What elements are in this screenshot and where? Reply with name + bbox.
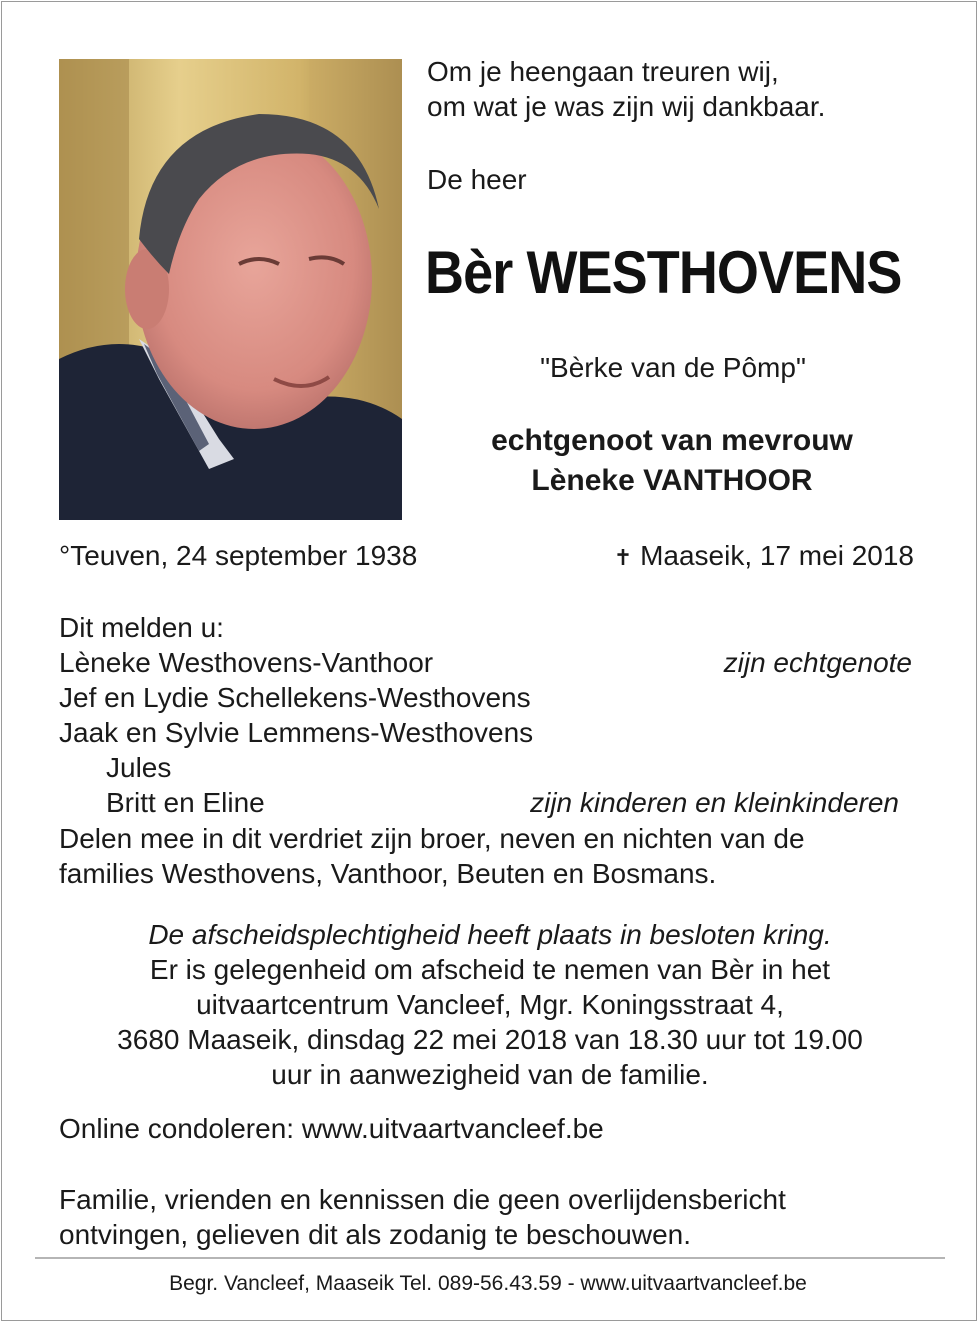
death-date-block [614, 538, 914, 575]
ceremony-line-2: Er is gelegenheid om afscheid te nemen van Bèr in het [149, 954, 831, 985]
death-date: Maaseik, 17 mei 2018 [640, 540, 914, 571]
shared-grief-text [59, 821, 919, 891]
cross-icon: ✝ [613, 545, 633, 570]
online-condolence: Online condoleren: www.uitvaartvancleef.be [59, 1113, 604, 1144]
announcement-row [59, 750, 919, 785]
funeral-home-footer: Begr. Vancleef, Maaseik Tel. 089-56.43.59 - www.uitvaartvancleef.be [169, 1272, 807, 1295]
relative-name: Jef en Lydie Schellekens-Westhovens [59, 682, 531, 713]
ceremony-line-3: uitvaartcentrum Vancleef, Mgr. Koningsstraat 4, [196, 989, 784, 1020]
announcement-list [59, 610, 919, 820]
announcement-row [59, 680, 919, 715]
ceremony-info [40, 917, 940, 1092]
announcement-row [59, 715, 919, 750]
relative-role: zijn kinderen en kleinkinderen [530, 787, 899, 818]
share-line-1: Delen mee in dit verdriet zijn broer, neven en nichten van de [59, 823, 805, 854]
portrait-illustration [59, 59, 402, 520]
relative-name: Lèneke Westhovens-Vanthoor [59, 647, 434, 678]
spouse-block [432, 421, 912, 501]
ceremony-line-5: uur in aanwezigheid van de familie. [271, 1059, 709, 1090]
announcement-row [59, 645, 919, 680]
salutation: De heer [427, 164, 527, 195]
family-note [59, 1182, 786, 1252]
relative-name: Jaak en Sylvie Lemmens-Westhovens [59, 717, 534, 748]
announcement-row [59, 785, 919, 820]
footer-divider [35, 1257, 945, 1259]
relative-role: zijn echtgenote [723, 647, 912, 678]
ceremony-line-1: De afscheidsplechtigheid heeft plaats in besloten kring. [148, 919, 832, 950]
family-note-line-1: Familie, vrienden en kennissen die geen overlijdensbericht [59, 1184, 786, 1215]
deceased-name: Bèr WESTHOVENS [425, 239, 902, 306]
memorial-verse [427, 54, 825, 124]
deceased-nickname: "Bèrke van de Pômp" [540, 352, 806, 383]
share-line-2: families Westhovens, Vanthoor, Beuten en Bosmans. [59, 858, 717, 889]
spouse-line-2: Lèneke VANTHOOR [531, 464, 813, 497]
verse-line-2: om wat je was zijn wij dankbaar. [427, 91, 826, 122]
relative-name: Jules [106, 752, 172, 783]
ceremony-line-4: 3680 Maaseik, dinsdag 22 mei 2018 van 18.30 uur tot 19.00 [117, 1024, 863, 1055]
family-note-line-2: ontvingen, gelieven dit als zodanig te beschouwen. [59, 1219, 691, 1250]
relative-name: Britt en Eline [106, 787, 265, 818]
birth-date: °Teuven, 24 september 1938 [59, 540, 418, 571]
portrait-photo [59, 59, 402, 520]
spouse-line-1: echtgenoot van mevrouw [491, 424, 853, 457]
announcement-intro [59, 610, 919, 645]
announcement-intro-text: Dit melden u: [59, 612, 224, 643]
verse-line-1: Om je heengaan treuren wij, [427, 56, 779, 87]
